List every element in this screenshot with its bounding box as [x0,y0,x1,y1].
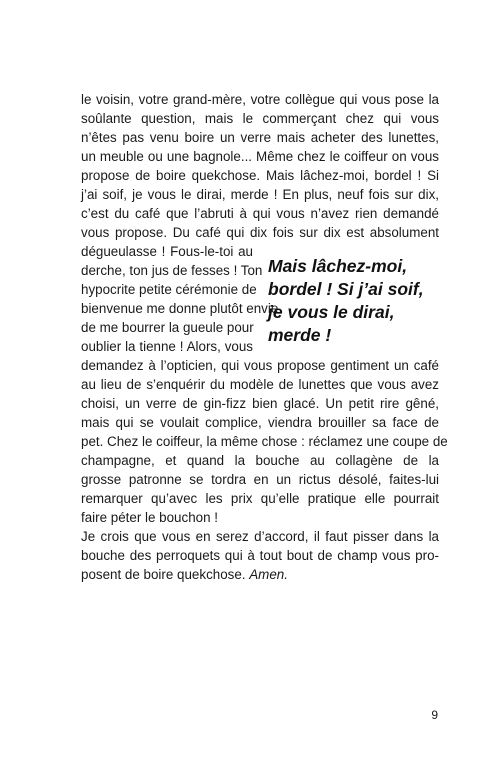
body-line: pet. Chez le coiffeur, la même chose : réclamez une coupe de [81,434,448,449]
pull-quote [268,255,458,347]
body-line: j’ai soif, je vous le dirai, merde ! En plus, neuf fois sur dix, [81,187,439,202]
body-line-narrow: hypocrite petite cérémonie de [81,282,257,297]
body-line-last-italic: Amen. [249,567,288,582]
body-line: propose de boire quekchose. Mais lâchez-moi, bordel ! Si [81,168,439,183]
body-line-narrow: de me bourrer la gueule pour [81,320,254,335]
pull-quote-line: merde ! [268,325,332,345]
body-line: demandez à l’opticien, qui vous propose gentiment un café [81,358,439,373]
body-line: bouche des perroquets qui à tout bout de champ vous pro- [81,548,439,563]
body-line-narrow: bienvenue me donne plutôt envie [81,301,279,316]
body-line-last-text: posent de boire quekchose. [81,567,250,582]
body-line: un meuble ou une bagnole... Même chez le coiffeur on vous [81,149,439,164]
body-line: vous propose. Du café qui dix fois sur dix est absolument [81,225,439,240]
body-line: faire péter le bouchon ! [81,510,218,525]
body-line-narrow: dégueulasse ! Fous-le-toi au [81,244,253,259]
body-line: n’êtes pas venu boire un verre mais acheter des lunettes, [81,130,439,145]
body-line: au lieu de s’enquérir du modèle de lunettes que vous avez [81,377,439,392]
pull-quote-line: bordel ! Si j’ai soif, [268,279,424,299]
pull-quote-line: je vous le dirai, [268,302,395,322]
body-line: grosse patronne se tordra en un rictus désolé, faites-lui [81,472,439,487]
body-line: c’est du café que l’abruti à qui vous n’avez rien demandé [81,206,439,221]
body-line: champagne, et quand la bouche au collagène de la [81,453,439,468]
pull-quote-line: Mais lâchez-moi, [268,256,408,276]
body-line-last [81,565,439,584]
body-line-narrow: oublier la tienne ! Alors, vous [81,339,253,354]
body-line: mais qui se voulait complice, viendra brouiller sa face de [81,415,439,430]
body-line: soûlante question, mais le commerçant chez qui vous [81,111,439,126]
body-line: choisi, un verre de gin-fizz bien glacé. Un petit rire gêné, [81,396,439,411]
body-line: remarquer qu’avec les prix qu’elle pratique elle pourrait [81,491,439,506]
body-line-narrow: derche, ton jus de fesses ! Ton [81,263,263,278]
body-line: le voisin, votre grand-mère, votre collègue qui vous pose la [81,92,439,107]
body-line: Je crois que vous en serez d’accord, il faut pisser dans la [81,529,439,544]
page-number: 9 [431,708,438,722]
